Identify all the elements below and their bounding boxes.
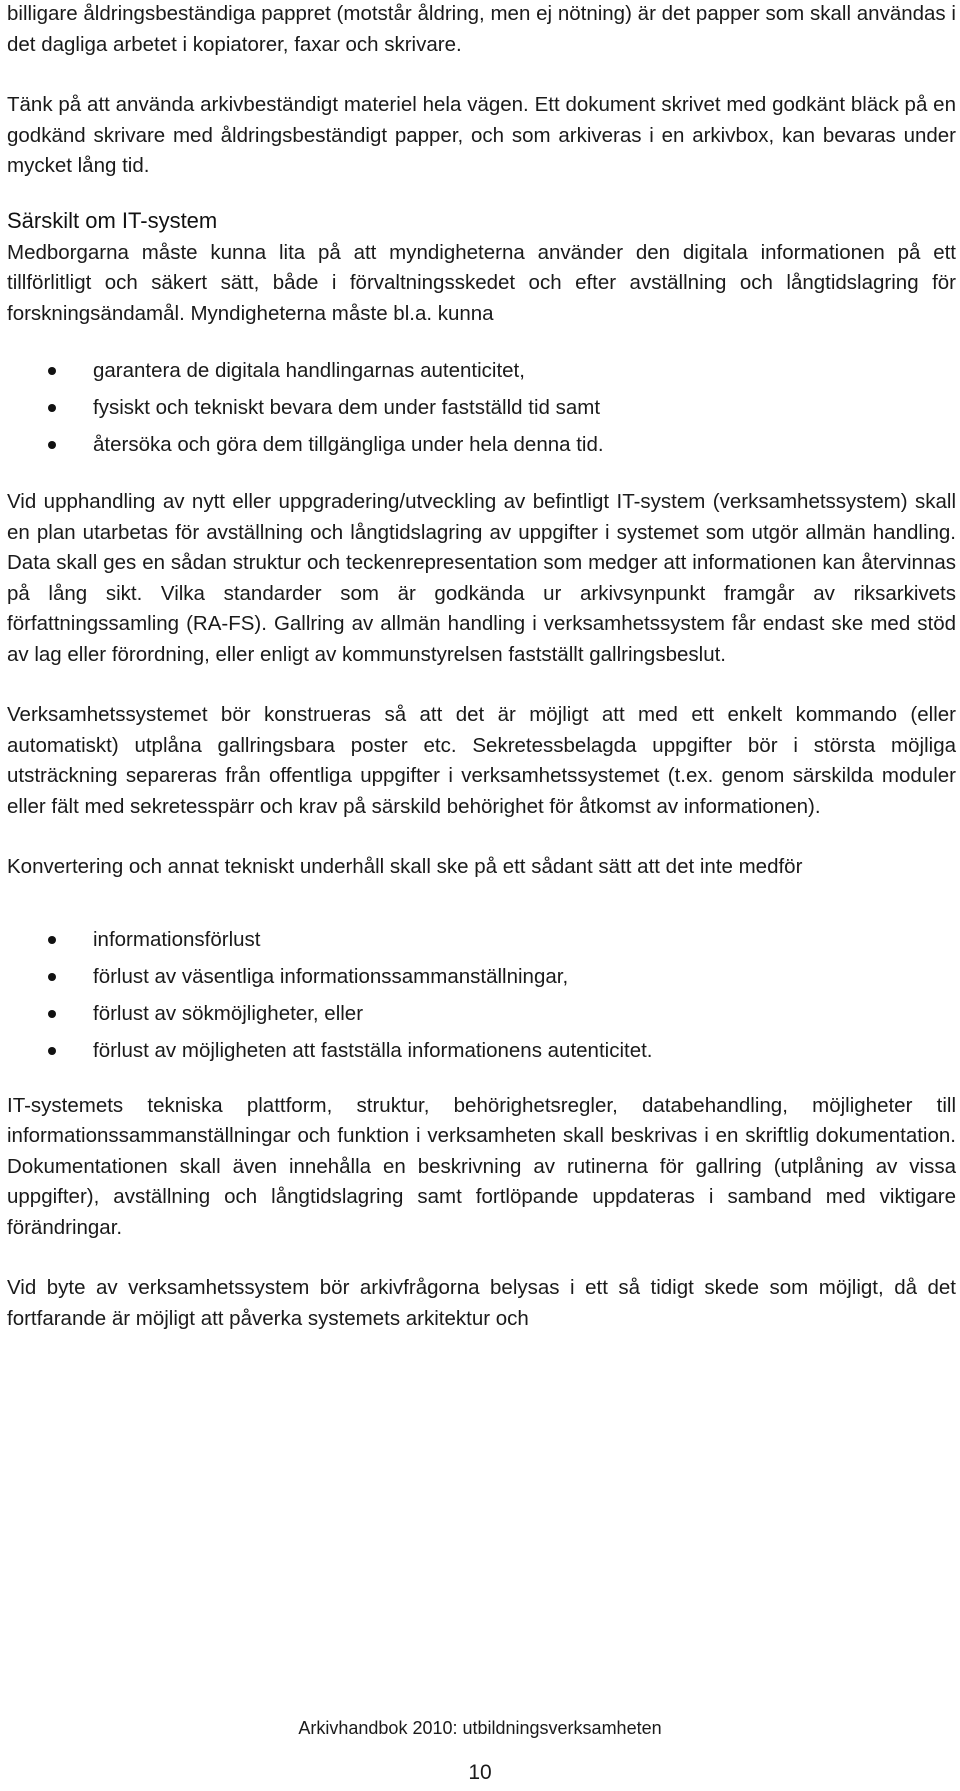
list-item-text: återsöka och göra dem tillgängliga under hela denna tid. <box>93 433 604 456</box>
bullet-icon <box>48 404 56 412</box>
paragraph-gap <box>7 883 956 921</box>
list-item-text: fysiskt och tekniskt bevara dem under fastställd tid samt <box>93 396 601 419</box>
bullet-icon <box>48 1047 56 1055</box>
list-item-text: förlust av möjligheten att fastställa informationens autenticitet. <box>93 1038 653 1062</box>
paragraph-gap <box>7 822 956 852</box>
bullet-icon <box>48 973 56 981</box>
paragraph-archival-material: Tänk på att använda arkivbeständigt materiel hela vägen. Ett dokument skrivet med godkänt bläck på en godkänd skrivare med åldringsbeständigt papper, och som arkiveras i en arkivbox, kan bevaras under mycket lång tid. <box>7 93 956 177</box>
bullet-list-authorities <box>7 352 956 463</box>
paragraph-conversion: Konvertering och annat tekniskt underhåll skall ske på ett sådant sätt att det inte medför <box>7 855 803 878</box>
list-item <box>7 958 956 995</box>
list-item <box>7 389 956 426</box>
document-page <box>7 0 956 1334</box>
bullet-icon <box>48 441 56 449</box>
paragraph-system-design: Verksamhetssystemet bör konstrueras så att det är möjligt att med ett enkelt kommando (eller automatiskt) utplåna gallringsbara poster etc. Sekretessbelagda uppgifter bör i största möjliga utsträckning separeras från offentliga uppgifter i verksamhetssystemet (t.ex. genom särskilda moduler eller fält med sekretesspärr och krav på särskild behörighet för åtkomst av informationen). <box>7 703 956 818</box>
paragraph-gap <box>7 1069 956 1091</box>
paragraph-documentation: IT-systemets tekniska plattform, struktur, behörighetsregler, databehandling, möjligheter till informationssammanställningar och funktion i verksamheten skall beskrivas i en skriftlig dokumentation. Dokumentationen skall även innehålla en beskrivning av rutinerna för gallring (utplåning av vissa uppgifter), avställning och långtidslagring samt fortlöpande uppdateras i samband med viktigare förändringar. <box>7 1093 956 1239</box>
list-item-text: förlust av väsentliga informationssammanställningar, <box>93 964 569 988</box>
paragraph-gap <box>7 60 956 90</box>
paragraph-gap <box>7 1243 956 1273</box>
list-item <box>7 995 956 1032</box>
paragraph-citizens-trust: Medborgarna måste kunna lita på att myndigheterna använder den digitala informationen på ett tillförlitligt och säkert sätt, både i förvaltningsskedet och efter avställning och långtidslagring för forskningsändamål. Myndigheterna måste bl.a. kunna <box>7 240 956 325</box>
paragraph-gap <box>7 329 956 352</box>
bullet-icon <box>48 367 56 375</box>
paragraph-gap <box>7 670 956 700</box>
list-item <box>7 352 956 389</box>
paragraph-procurement: Vid upphandling av nytt eller uppgradering/utveckling av befintligt IT-system (verksamhetssystem) skall en plan utarbetas för avställning och långtidslagring av uppgifter i systemet som utgör allmän handling. Data skall ges en sådan struktur och teckenrepresentation som medger att informationen kan återvinnas på lång sikt. Vilka standarder som är godkända ur arkivsynpunkt framgår av riksarkivets författningssamling (RA-FS). Gallring av allmän handling i verksamhetssystem får endast ske med stöd av lag eller förordning, eller enligt av kommunstyrelsen fastställt gallringsbeslut. <box>7 490 956 666</box>
paragraph-gap <box>7 463 956 487</box>
paragraph-paper-intro: billigare åldringsbeständiga pappret (motstår åldring, men ej nötning) är det papper som skall användas i det dagliga arbetet i kopiatorer, faxar och skrivare. <box>7 2 956 56</box>
page-number: 10 <box>468 1761 492 1784</box>
section-heading: Särskilt om IT-system <box>7 207 218 233</box>
list-item-text: garantera de digitala handlingarnas autenticitet, <box>93 359 525 382</box>
list-item <box>7 1032 956 1069</box>
list-item-text: förlust av sökmöjligheter, eller <box>93 1001 364 1025</box>
footer-title: Arkivhandbok 2010: utbildningsverksamheten <box>298 1718 662 1738</box>
list-item <box>7 426 956 463</box>
list-item-text: informationsförlust <box>93 927 261 951</box>
list-item <box>7 921 956 958</box>
paragraph-system-change: Vid byte av verksamhetssystem bör arkivfrågorna belysas i ett så tidigt skede som möjligt, då det fortfarande är möjligt att påverka systemets arkitektur och <box>7 1276 956 1330</box>
bullet-icon <box>48 936 56 944</box>
bullet-icon <box>48 1010 56 1018</box>
bullet-list-losses <box>7 921 956 1069</box>
